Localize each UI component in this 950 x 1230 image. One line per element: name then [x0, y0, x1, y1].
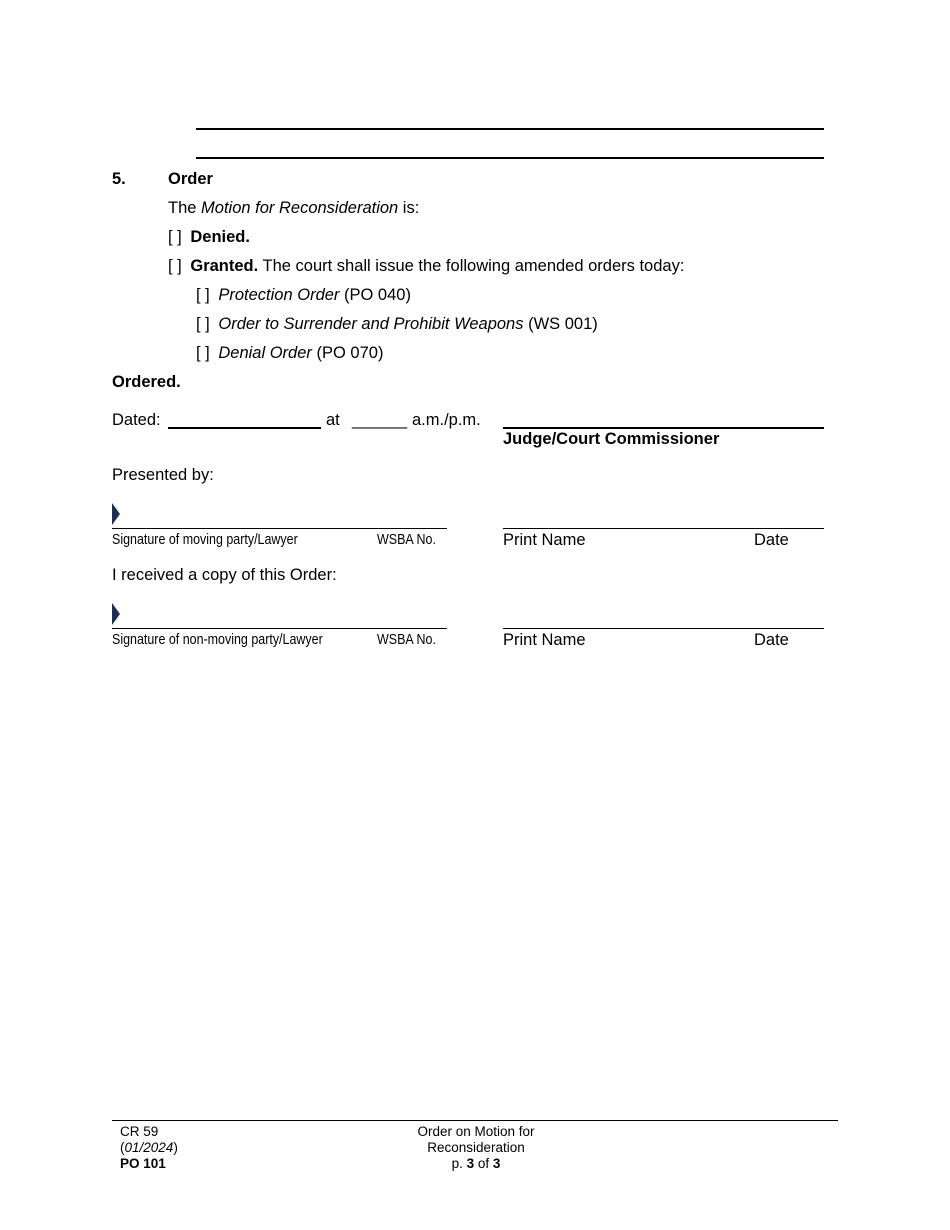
weapons-order-checkbox[interactable]: [ ] [196, 315, 210, 333]
section-intro [168, 199, 419, 218]
moving-print-name-line[interactable] [503, 528, 824, 529]
footer-title-line2: Reconsideration [427, 1140, 525, 1155]
denied-option[interactable] [168, 228, 250, 247]
intro-italic: Motion for Reconsideration [201, 199, 399, 217]
sign-here-arrow-icon [112, 603, 120, 625]
blank-line-1[interactable] [196, 128, 824, 130]
moving-date-label: Date [754, 531, 789, 549]
protection-order-code: (PO 040) [339, 286, 411, 304]
ampm-label: a.m./p.m. [412, 411, 481, 429]
ordered-label: Ordered. [112, 373, 181, 391]
nonmoving-date-label: Date [754, 631, 789, 649]
at-label: at [326, 411, 340, 429]
nonmoving-wsba-label: WSBA No. [377, 632, 436, 648]
footer-rule-number: CR 59 [120, 1124, 159, 1139]
footer-left [120, 1124, 178, 1172]
granted-label: Granted. [190, 257, 259, 275]
footer-center [376, 1124, 576, 1172]
presented-by-label: Presented by: [112, 466, 214, 484]
moving-signature-label: Signature of moving party/Lawyer [112, 532, 298, 548]
order-option-protection[interactable] [196, 286, 411, 305]
moving-print-name-label: Print Name [503, 531, 586, 549]
protection-order-checkbox[interactable]: [ ] [196, 286, 210, 304]
nonmoving-signature-label: Signature of non-moving party/Lawyer [112, 632, 323, 648]
denial-order-checkbox[interactable]: [ ] [196, 344, 210, 362]
section-heading: Order [168, 170, 213, 188]
judge-label: Judge/Court Commissioner [503, 430, 720, 448]
denial-order-code: (PO 070) [311, 344, 384, 362]
granted-option[interactable] [168, 257, 684, 276]
dated-field[interactable] [168, 427, 321, 429]
blank-line-2[interactable] [196, 157, 824, 159]
footer-form-date: (01/2024) [120, 1140, 178, 1155]
footer-rule [112, 1120, 838, 1121]
intro-post: is: [398, 199, 420, 217]
order-option-denial[interactable] [196, 344, 383, 363]
denied-label: Denied. [190, 228, 250, 246]
time-field[interactable]: ______ [352, 411, 408, 429]
footer-form-number: PO 101 [120, 1156, 166, 1171]
footer-title-line1: Order on Motion for [417, 1124, 535, 1139]
granted-checkbox[interactable]: [ ] [168, 257, 182, 275]
moving-wsba-label: WSBA No. [377, 532, 436, 548]
order-option-weapons[interactable] [196, 315, 598, 334]
nonmoving-signature-line[interactable] [112, 628, 447, 629]
moving-signature-line[interactable] [112, 528, 447, 529]
footer-page-number: p. 3 of 3 [451, 1156, 501, 1171]
denied-checkbox[interactable]: [ ] [168, 228, 182, 246]
weapons-order-name: Order to Surrender and Prohibit Weapons [218, 315, 524, 333]
nonmoving-print-name-line[interactable] [503, 628, 824, 629]
judge-signature-line[interactable] [503, 427, 824, 429]
sign-here-arrow-icon [112, 503, 120, 525]
granted-text: The court shall issue the following amended orders today: [258, 257, 685, 275]
nonmoving-print-name-label: Print Name [503, 631, 586, 649]
protection-order-name: Protection Order [218, 286, 340, 304]
received-copy-label: I received a copy of this Order: [112, 566, 337, 584]
intro-pre: The [168, 199, 202, 217]
denial-order-name: Denial Order [218, 344, 312, 362]
dated-label: Dated: [112, 411, 161, 429]
section-number: 5. [112, 170, 126, 188]
weapons-order-code: (WS 001) [523, 315, 598, 333]
